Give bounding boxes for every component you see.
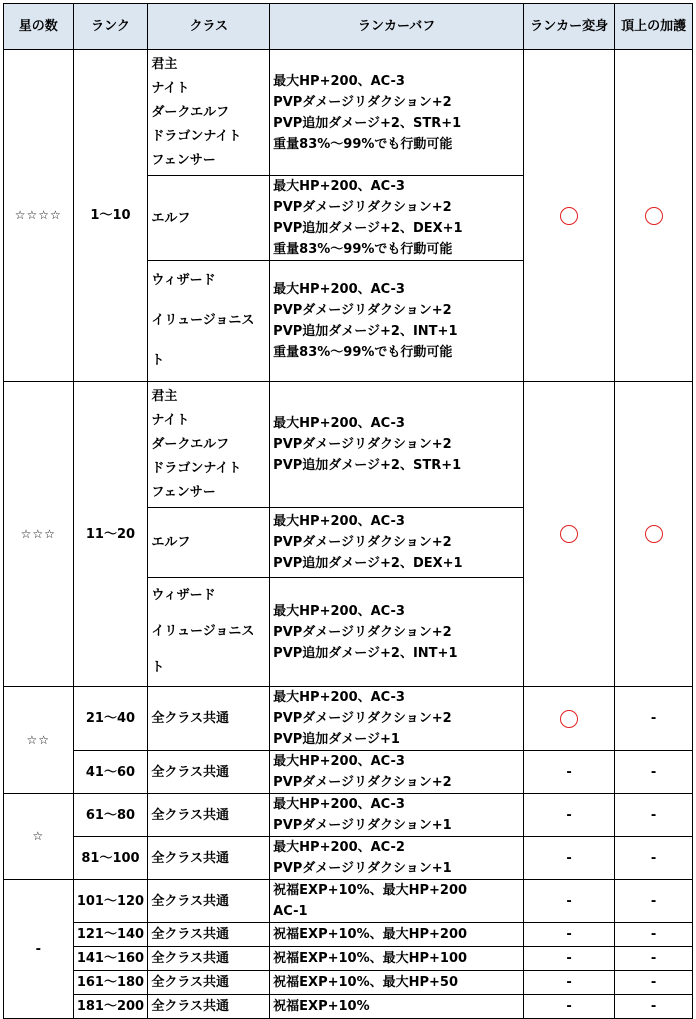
class-cell: [148, 50, 270, 176]
rank-cell: 1～10: [73, 50, 148, 382]
header-blessing: 頂上の加護: [615, 4, 693, 50]
buff-line: PVPダメージリダクション+2: [273, 200, 452, 215]
available-circle-icon: [560, 207, 578, 225]
table-row: [4, 382, 693, 508]
available-circle-icon: [645, 525, 663, 543]
blessing-cell: -: [615, 880, 693, 923]
class-name: イリュージョニスト: [151, 624, 255, 675]
transform-cell: -: [524, 880, 615, 923]
class-cell: 全クラス共通: [148, 751, 270, 794]
blessing-cell: -: [615, 971, 693, 995]
class-cell: 全クラス共通: [148, 837, 270, 880]
table-row: [4, 995, 693, 1019]
transform-cell: -: [524, 971, 615, 995]
class-name: 君主: [151, 56, 178, 72]
buff-line: AC-1: [273, 904, 308, 919]
buff-line: PVP追加ダメージ+2、INT+1: [273, 645, 458, 661]
blessing-cell: [615, 382, 693, 687]
buff-cell: [270, 382, 524, 508]
buff-cell: [270, 687, 524, 751]
blessing-cell: -: [615, 794, 693, 837]
buff-line: 最大HP+200、AC-3: [273, 797, 405, 812]
class-name: エルフ: [151, 535, 191, 550]
class-cell: 全クラス共通: [148, 971, 270, 995]
stars-cell: ☆☆: [4, 687, 74, 794]
transform-cell: [524, 50, 615, 382]
buff-cell: [270, 751, 524, 794]
rank-cell: 41～60: [73, 751, 148, 794]
class-name: 君主: [151, 388, 178, 404]
buff-cell: [270, 794, 524, 837]
buff-cell: [270, 578, 524, 687]
stars-cell: -: [4, 880, 74, 1019]
buff-line: 最大HP+200、AC-3: [273, 416, 405, 431]
class-name: エルフ: [151, 210, 191, 226]
header-row: [4, 4, 693, 50]
blessing-cell: -: [615, 687, 693, 751]
buff-line: PVP追加ダメージ+2、DEX+1: [273, 556, 463, 571]
rank-cell: 141～160: [73, 947, 148, 971]
table-row: [4, 687, 693, 751]
buff-cell: [270, 176, 524, 261]
class-name: ウィザード: [151, 588, 216, 603]
table-row: [4, 971, 693, 995]
class-name: ダークエルフ: [151, 436, 230, 452]
header-class: クラス: [148, 4, 270, 50]
buff-cell: 祝福EXP+10%、最大HP+200: [270, 923, 524, 947]
buff-line: 祝福EXP+10%、最大HP+200: [273, 883, 468, 898]
stars-cell: ☆: [4, 794, 74, 880]
class-cell: [148, 578, 270, 687]
buff-cell: 祝福EXP+10%、最大HP+50: [270, 971, 524, 995]
blessing-cell: [615, 50, 693, 382]
buff-line: PVP追加ダメージ+2、STR+1: [273, 115, 462, 131]
rank-cell: 61～80: [73, 794, 148, 837]
buff-line: PVPダメージリダクション+1: [273, 861, 452, 876]
class-cell: [148, 176, 270, 261]
class-name: フェンサー: [151, 484, 216, 500]
class-name: ダークエルフ: [151, 104, 230, 120]
transform-cell: -: [524, 751, 615, 794]
buff-line: 最大HP+200、AC-3: [273, 282, 405, 297]
buff-line: 最大HP+200、AC-3: [273, 690, 405, 705]
class-cell: 全クラス共通: [148, 687, 270, 751]
buff-line: 最大HP+200、AC-3: [273, 179, 405, 194]
class-cell: [148, 382, 270, 508]
buff-line: PVPダメージリダクション+2: [273, 437, 452, 452]
transform-cell: -: [524, 794, 615, 837]
transform-cell: -: [524, 837, 615, 880]
class-cell: 全クラス共通: [148, 995, 270, 1019]
ranker-buff-table: [3, 3, 693, 1019]
class-name: イリュージョニスト: [151, 313, 255, 368]
buff-line: 重量83%～99%でも行動可能: [273, 242, 453, 257]
buff-line: PVPダメージリダクション+2: [273, 775, 452, 790]
table-row: [4, 50, 693, 176]
transform-cell: -: [524, 947, 615, 971]
buff-line: PVPダメージリダクション+2: [273, 303, 452, 318]
blessing-cell: -: [615, 995, 693, 1019]
class-name: フェンサー: [151, 152, 216, 168]
blessing-cell: -: [615, 947, 693, 971]
buff-line: 最大HP+200、AC-3: [273, 754, 405, 769]
table-row: [4, 837, 693, 880]
transform-cell: -: [524, 923, 615, 947]
header-stars: 星の数: [4, 4, 74, 50]
header-buff: ランカーバフ: [270, 4, 524, 50]
table-row: [4, 794, 693, 837]
available-circle-icon: [560, 710, 578, 728]
buff-cell: [270, 837, 524, 880]
blessing-cell: -: [615, 923, 693, 947]
buff-line: 最大HP+200、AC-3: [273, 603, 405, 619]
class-cell: 全クラス共通: [148, 923, 270, 947]
buff-cell: 祝福EXP+10%: [270, 995, 524, 1019]
buff-line: PVPダメージリダクション+2: [273, 711, 452, 726]
buff-line: 最大HP+200、AC-3: [273, 73, 405, 89]
buff-cell: [270, 880, 524, 923]
header-rank: ランク: [73, 4, 148, 50]
blessing-cell: -: [615, 751, 693, 794]
buff-line: PVP追加ダメージ+1: [273, 732, 400, 747]
available-circle-icon: [645, 207, 663, 225]
header-transform: ランカー変身: [524, 4, 615, 50]
rank-cell: 181～200: [73, 995, 148, 1019]
buff-line: 最大HP+200、AC-2: [273, 840, 405, 855]
buff-cell: [270, 261, 524, 382]
class-name: ウィザード: [151, 273, 216, 288]
buff-line: PVPダメージリダクション+2: [273, 535, 452, 550]
table-row: [4, 947, 693, 971]
rank-cell: 21～40: [73, 687, 148, 751]
class-cell: [148, 508, 270, 578]
table-row: [4, 751, 693, 794]
class-name: ナイト: [151, 80, 190, 96]
class-name: ドラゴンナイト: [151, 128, 242, 144]
transform-cell: -: [524, 995, 615, 1019]
stars-cell: ☆☆☆☆: [4, 50, 74, 382]
table-row: [4, 880, 693, 923]
buff-line: PVP追加ダメージ+2、DEX+1: [273, 221, 463, 236]
class-name: ナイト: [151, 412, 190, 428]
buff-line: 重量83%～99%でも行動可能: [273, 136, 453, 152]
buff-line: 最大HP+200、AC-3: [273, 514, 405, 529]
rank-cell: 101～120: [73, 880, 148, 923]
class-cell: [148, 261, 270, 382]
buff-line: 重量83%～99%でも行動可能: [273, 345, 453, 360]
transform-cell: [524, 687, 615, 751]
rank-cell: 81～100: [73, 837, 148, 880]
stars-cell: ☆☆☆: [4, 382, 74, 687]
buff-cell: 祝福EXP+10%、最大HP+100: [270, 947, 524, 971]
class-name: ドラゴンナイト: [151, 460, 242, 476]
transform-cell: [524, 382, 615, 687]
class-cell: 全クラス共通: [148, 794, 270, 837]
rank-cell: 121～140: [73, 923, 148, 947]
available-circle-icon: [560, 525, 578, 543]
table-row: [4, 923, 693, 947]
buff-cell: [270, 50, 524, 176]
class-cell: 全クラス共通: [148, 880, 270, 923]
buff-line: PVPダメージリダクション+2: [273, 94, 452, 110]
buff-line: PVP追加ダメージ+2、INT+1: [273, 324, 458, 339]
buff-line: PVPダメージリダクション+1: [273, 818, 452, 833]
buff-line: PVPダメージリダクション+2: [273, 624, 452, 640]
buff-line: PVP追加ダメージ+2、STR+1: [273, 458, 462, 473]
buff-cell: [270, 508, 524, 578]
rank-cell: 161～180: [73, 971, 148, 995]
blessing-cell: -: [615, 837, 693, 880]
class-cell: 全クラス共通: [148, 947, 270, 971]
rank-cell: 11～20: [73, 382, 148, 687]
